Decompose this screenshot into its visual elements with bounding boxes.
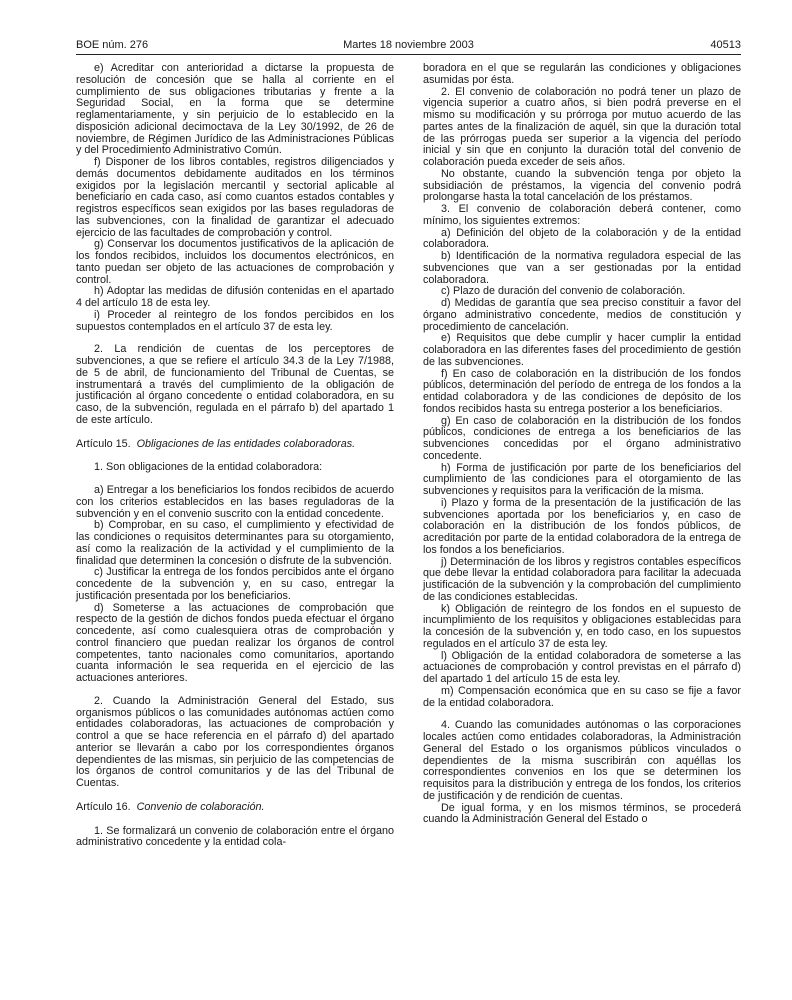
publication-date: Martes 18 noviembre 2003: [343, 39, 474, 51]
paragraph: k) Obligación de reintegro de los fondos en el supuesto de incumplimiento de los requisitos y obligaciones establecidas para la concesión de la subvención y, en todo caso, en los supuestos regulados en el artículo 37 de esta ley.: [423, 602, 741, 650]
article-title: Obligaciones de las entidades colaboradoras.: [136, 437, 356, 450]
paragraph: d) Someterse a las actuaciones de comprobación que respecto de la gestión de dichos fondos pueda efectuar el órgano concedente, así como cualesquiera otras de comprobación y control financiero que puedan realizar los órganos de control competentes, tanto nacionales como comunitarios, aportando cuanta información le sea requerida en el ejercicio de las actuaciones anteriores.: [76, 601, 394, 684]
paragraph: e) Acreditar con anterioridad a dictarse la propuesta de resolución de concesión que se halla al corriente en el cumplimiento de sus obligaciones tributarias y frente a la Seguridad Social, en la forma que se determine reglamentariamente, y sin perjuicio de lo establecido en la disposición adicional decimoctava de la Ley 30/1992, de 26 de noviembre, de Régimen Jurídico de las Administraciones Públicas y del Procedimiento Administrativo Común.: [76, 62, 394, 157]
paragraph: j) Determinación de los libros y registros contables específicos que debe llevar la entidad colaboradora para facilitar la adecuada justificación de la subvención y la comprobación del cumplimiento de las condiciones establecidas.: [423, 555, 741, 603]
paragraph: 4. Cuando las comunidades autónomas o las corporaciones locales actúen como entidades colaboradoras, la Administración General del Estado o los organismos públicos vinculados o dependientes de la misma suscribirán con aquéllas los correspondientes convenios en los que se determinen los requisitos para la distribución y entrega de los fondos, los criterios de justificación y de rendición de cuentas.: [423, 719, 741, 802]
paragraph: 1. Se formalizará un convenio de colaboración entre el órgano administrativo concedente y la entidad cola-: [76, 824, 394, 849]
page-number: 40513: [710, 39, 741, 51]
paragraph: 2. La rendición de cuentas de los perceptores de subvenciones, a que se refiere el artículo 34.3 de la Ley 7/1988, de 5 de abril, de funcionamiento del Tribunal de Cuentas, se instrumentará a través del cumplimiento de la obligación de justificación al órgano concedente o entidad colaboradora, en su caso, de la subvención, regulada en el párrafo b) del apartado 1 de este artículo.: [76, 343, 394, 426]
paragraph: c) Justificar la entrega de los fondos percibidos ante el órgano concedente de la subvención y, en su caso, entregar la justificación presentada por los beneficiarios.: [76, 566, 394, 602]
left-column: [76, 63, 394, 849]
paragraph: d) Medidas de garantía que sea preciso constituir a favor del órgano administrativo concedente, medios de constitución y procedimiento de cancelación.: [423, 297, 741, 333]
article-heading: [76, 802, 394, 814]
article-title: Convenio de colaboración.: [136, 800, 265, 813]
paragraph: i) Proceder al reintegro de los fondos percibidos en los supuestos contemplados en el artículo 37 de esta ley.: [76, 308, 394, 333]
paragraph: De igual forma, y en los mismos términos, se procederá cuando la Administración General del Estado o: [423, 801, 741, 826]
right-column: [423, 63, 741, 826]
paragraph: c) Plazo de duración del convenio de colaboración.: [441, 285, 686, 298]
paragraph: g) En caso de colaboración en la distribución de los fondos públicos, condiciones de entrega a los beneficiarios de las subvenciones concedidas por el órgano administrativo concedente.: [423, 414, 741, 462]
paragraph: m) Compensación económica que en su caso se fije a favor de la entidad colaboradora.: [423, 684, 741, 709]
article-number: Artículo 15.: [76, 437, 131, 450]
paragraph: 2. El convenio de colaboración no podrá tener un plazo de vigencia superior a cuatro años, si bien podrá preverse en el mismo su modificación y su prórroga por mutuo acuerdo de las partes antes de la finalización de aquél, sin que la duración total de las prórrogas pueda ser superior a la vigencia del período inicial y sin que en conjunto la duración total del convenio de colaboración pueda exceder de seis años.: [423, 85, 741, 168]
paragraph: f) En caso de colaboración en la distribución de los fondos públicos, determinación del período de entrega de los fondos a la entidad colaboradora y de las condiciones de depósito de los fondos recibidos hasta su entrega posterior a los beneficiarios.: [423, 367, 741, 415]
paragraph: a) Definición del objeto de la colaboración y de la entidad colaboradora.: [423, 226, 741, 251]
paragraph: b) Comprobar, en su caso, el cumplimiento y efectividad de las condiciones o requisitos determinantes para su otorgamiento, así como la realización de la actividad y el cumplimiento de la finalidad que determinen la concesión o disfrute de la subvención.: [76, 519, 394, 567]
paragraph: boradora en el que se regularán las condiciones y obligaciones asumidas por ésta.: [423, 62, 741, 86]
paragraph: b) Identificación de la normativa reguladora especial de las subvenciones que van a ser gestionadas por la entidad colaboradora.: [423, 250, 741, 286]
paragraph: h) Adoptar las medidas de difusión contenidas en el apartado 4 del artículo 18 de esta ley.: [76, 285, 394, 309]
paragraph: No obstante, cuando la subvención tenga por objeto la subsidiación de préstamos, la vigencia del convenio podrá prolongarse hasta la total cancelación de los préstamos.: [423, 167, 741, 204]
article-heading: [76, 439, 394, 451]
article-number: Artículo 16.: [76, 800, 131, 813]
paragraph: f) Disponer de los libros contables, registros diligenciados y demás documentos debidamente auditados en los términos exigidos por la legislación mercantil y sectorial aplicable al beneficiario en cada caso, así como cuantos estados contables y registros específicos sean exigidos por las bases reguladoras de las subvenciones, con la finalidad de garantizar el adecuado ejercicio de las facultades de comprobación y control.: [76, 156, 394, 239]
paragraph: 3. El convenio de colaboración deberá contener, como mínimo, los siguientes extremos:: [423, 203, 741, 227]
header-rule: [76, 54, 741, 55]
paragraph: a) Entregar a los beneficiarios los fondos recibidos de acuerdo con los criterios establecidos en las bases reguladoras de la subvención y en el convenio suscrito con la entidad concedente.: [76, 484, 394, 520]
paragraph: l) Obligación de la entidad colaboradora de someterse a las actuaciones de comprobación y control previstas en el párrafo d) del apartado 1 del artículo 15 de esta ley.: [423, 649, 741, 685]
paragraph: i) Plazo y forma de la presentación de la justificación de las subvenciones aportada por los beneficiarios y, en caso de colaboración en la distribución de los fondos públicos, de acreditación por parte de la entidad colaboradora de la entrega de los fondos a los beneficiarios.: [423, 496, 741, 556]
paragraph: e) Requisitos que debe cumplir y hacer cumplir la entidad colaboradora en las diferentes fases del procedimiento de gestión de las subvenciones.: [423, 332, 741, 368]
paragraph: g) Conservar los documentos justificativos de la aplicación de los fondos recibidos, incluidos los documentos electrónicos, en tanto puedan ser objeto de las actuaciones de comprobación y control.: [76, 238, 394, 286]
paragraph: 1. Son obligaciones de la entidad colaboradora:: [94, 461, 323, 474]
paragraph: h) Forma de justificación por parte de los beneficiarios del cumplimiento de las condiciones para el otorgamiento de las subvenciones y requisitos para la verificación de la misma.: [423, 461, 741, 497]
page-header: [76, 38, 741, 52]
journal-issue: BOE núm. 276: [76, 39, 149, 51]
paragraph: 2. Cuando la Administración General del Estado, sus organismos públicos o las comunidades autónomas actúen como entidades colaboradoras, las actuaciones de comprobación y control a que se hace referencia en el párrafo d) del apartado anterior se llevarán a cabo por los correspondientes órganos dependientes de las mismas, sin perjuicio de las competencias de los órganos de control comunitarios y de las del Tribunal de Cuentas.: [76, 694, 394, 789]
